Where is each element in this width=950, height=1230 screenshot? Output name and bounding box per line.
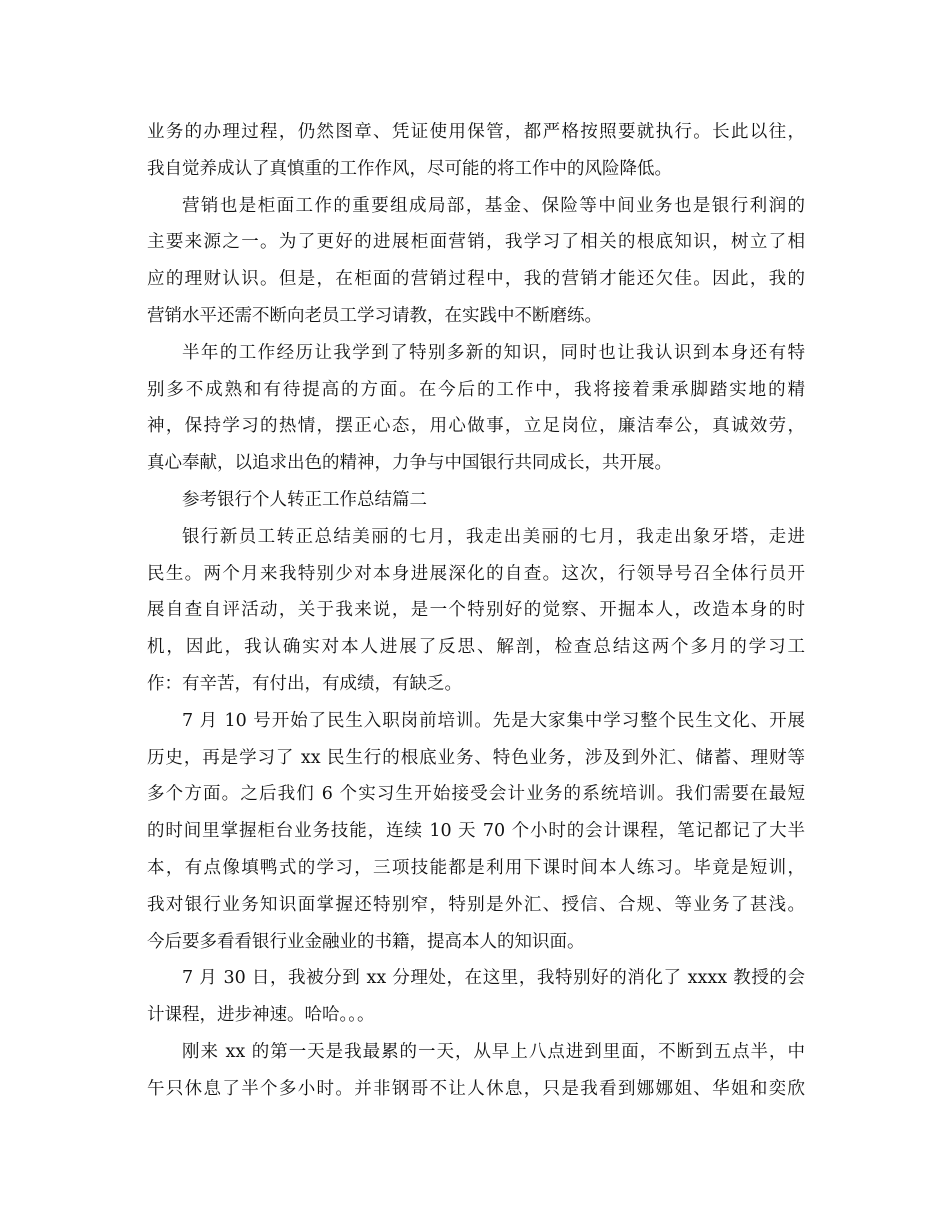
- text-line: 展自查自评活动，关于我来说，是一个特别好的觉察、开掘本人，改造本身的时: [147, 600, 805, 621]
- text-line: 7 月 10 号开始了民生入职岗前培训。先是大家集中学习整个民生文化、开展: [182, 710, 805, 731]
- text-line: 营销也是柜面工作的重要组成局部，基金、保险等中间业务也是银行利润的: [182, 195, 805, 216]
- text-line: 参考银行个人转正工作总结篇二: [182, 489, 427, 510]
- text-line: 别多不成熟和有待提高的方面。在今后的工作中，我将接着秉承脚踏实地的精: [147, 379, 805, 400]
- text-line: 的时间里掌握柜台业务技能，连续 10 天 70 个小时的会计课程，笔记都记了大半: [147, 821, 805, 842]
- text-line: 神，保持学习的热情，摆正心态，用心做事，立足岗位，廉洁奉公，真诚效劳，: [147, 416, 805, 437]
- text-line: 半年的工作经历让我学到了特别多新的知识，同时也让我认识到本身还有特: [182, 342, 805, 363]
- text-line: 机，因此，我认确实对本人进展了反思、解剖，检查总结这两个多月的学习工: [147, 637, 805, 658]
- text-line: 历史，再是学习了 xx 民生行的根底业务、特色业务，涉及到外汇、储蓄、理财等: [147, 747, 805, 768]
- text-line: 应的理财认识。但是，在柜面的营销过程中，我的营销才能还欠佳。因此，我的: [147, 269, 805, 290]
- text-line: 本，有点像填鸭式的学习，三项技能都是利用下课时间本人练习。毕竟是短训，: [147, 857, 805, 878]
- text-line: 营销水平还需不断向老员工学习请教，在实践中不断磨练。: [147, 305, 602, 326]
- text-line: 多个方面。之后我们 6 个实习生开始接受会计业务的系统培训。我们需要在最短: [147, 784, 805, 805]
- text-line: 作：有辛苦，有付出，有成绩，有缺乏。: [147, 673, 462, 694]
- text-line: 午只休息了半个多小时。并非钢哥不让人休息，只是我看到娜娜姐、华姐和奕欣: [147, 1078, 805, 1099]
- text-line: 主要来源之一。为了更好的进展柜面营销，我学习了相关的根底知识，树立了相: [147, 232, 805, 253]
- text-line: 今后要多看看银行业金融业的书籍，提高本人的知识面。: [147, 931, 585, 952]
- text-line: 银行新员工转正总结美丽的七月，我走出美丽的七月，我走出象牙塔，走进: [182, 526, 805, 547]
- text-line: 计课程，进步神速。哈哈。。。: [147, 1005, 375, 1026]
- text-line: 我对银行业务知识面掌握还特别窄，特别是外汇、授信、合规、等业务了甚浅。: [147, 894, 805, 915]
- text-line: 业务的办理过程，仍然图章、凭证使用保管，都严格按照要就执行。长此以往，: [147, 122, 805, 142]
- text-line: 真心奉献，以追求出色的精神，力争与中国银行共同成长，共开展。: [147, 453, 672, 474]
- text-line: 我自觉养成认了真慎重的工作作风，尽可能的将工作中的风险降低。: [147, 158, 672, 179]
- text-line: 刚来 xx 的第一天是我最累的一天，从早上八点进到里面，不断到五点半，中: [182, 1041, 805, 1062]
- text-line: 民生。两个月来我特别少对本身进展深化的自查。这次，行领导号召全体行员开: [147, 563, 805, 584]
- text-line: 7 月 30 日，我被分到 xx 分理处，在这里，我特别好的消化了 xxxx 教授的会: [182, 968, 805, 989]
- document-page: [147, 114, 805, 1108]
